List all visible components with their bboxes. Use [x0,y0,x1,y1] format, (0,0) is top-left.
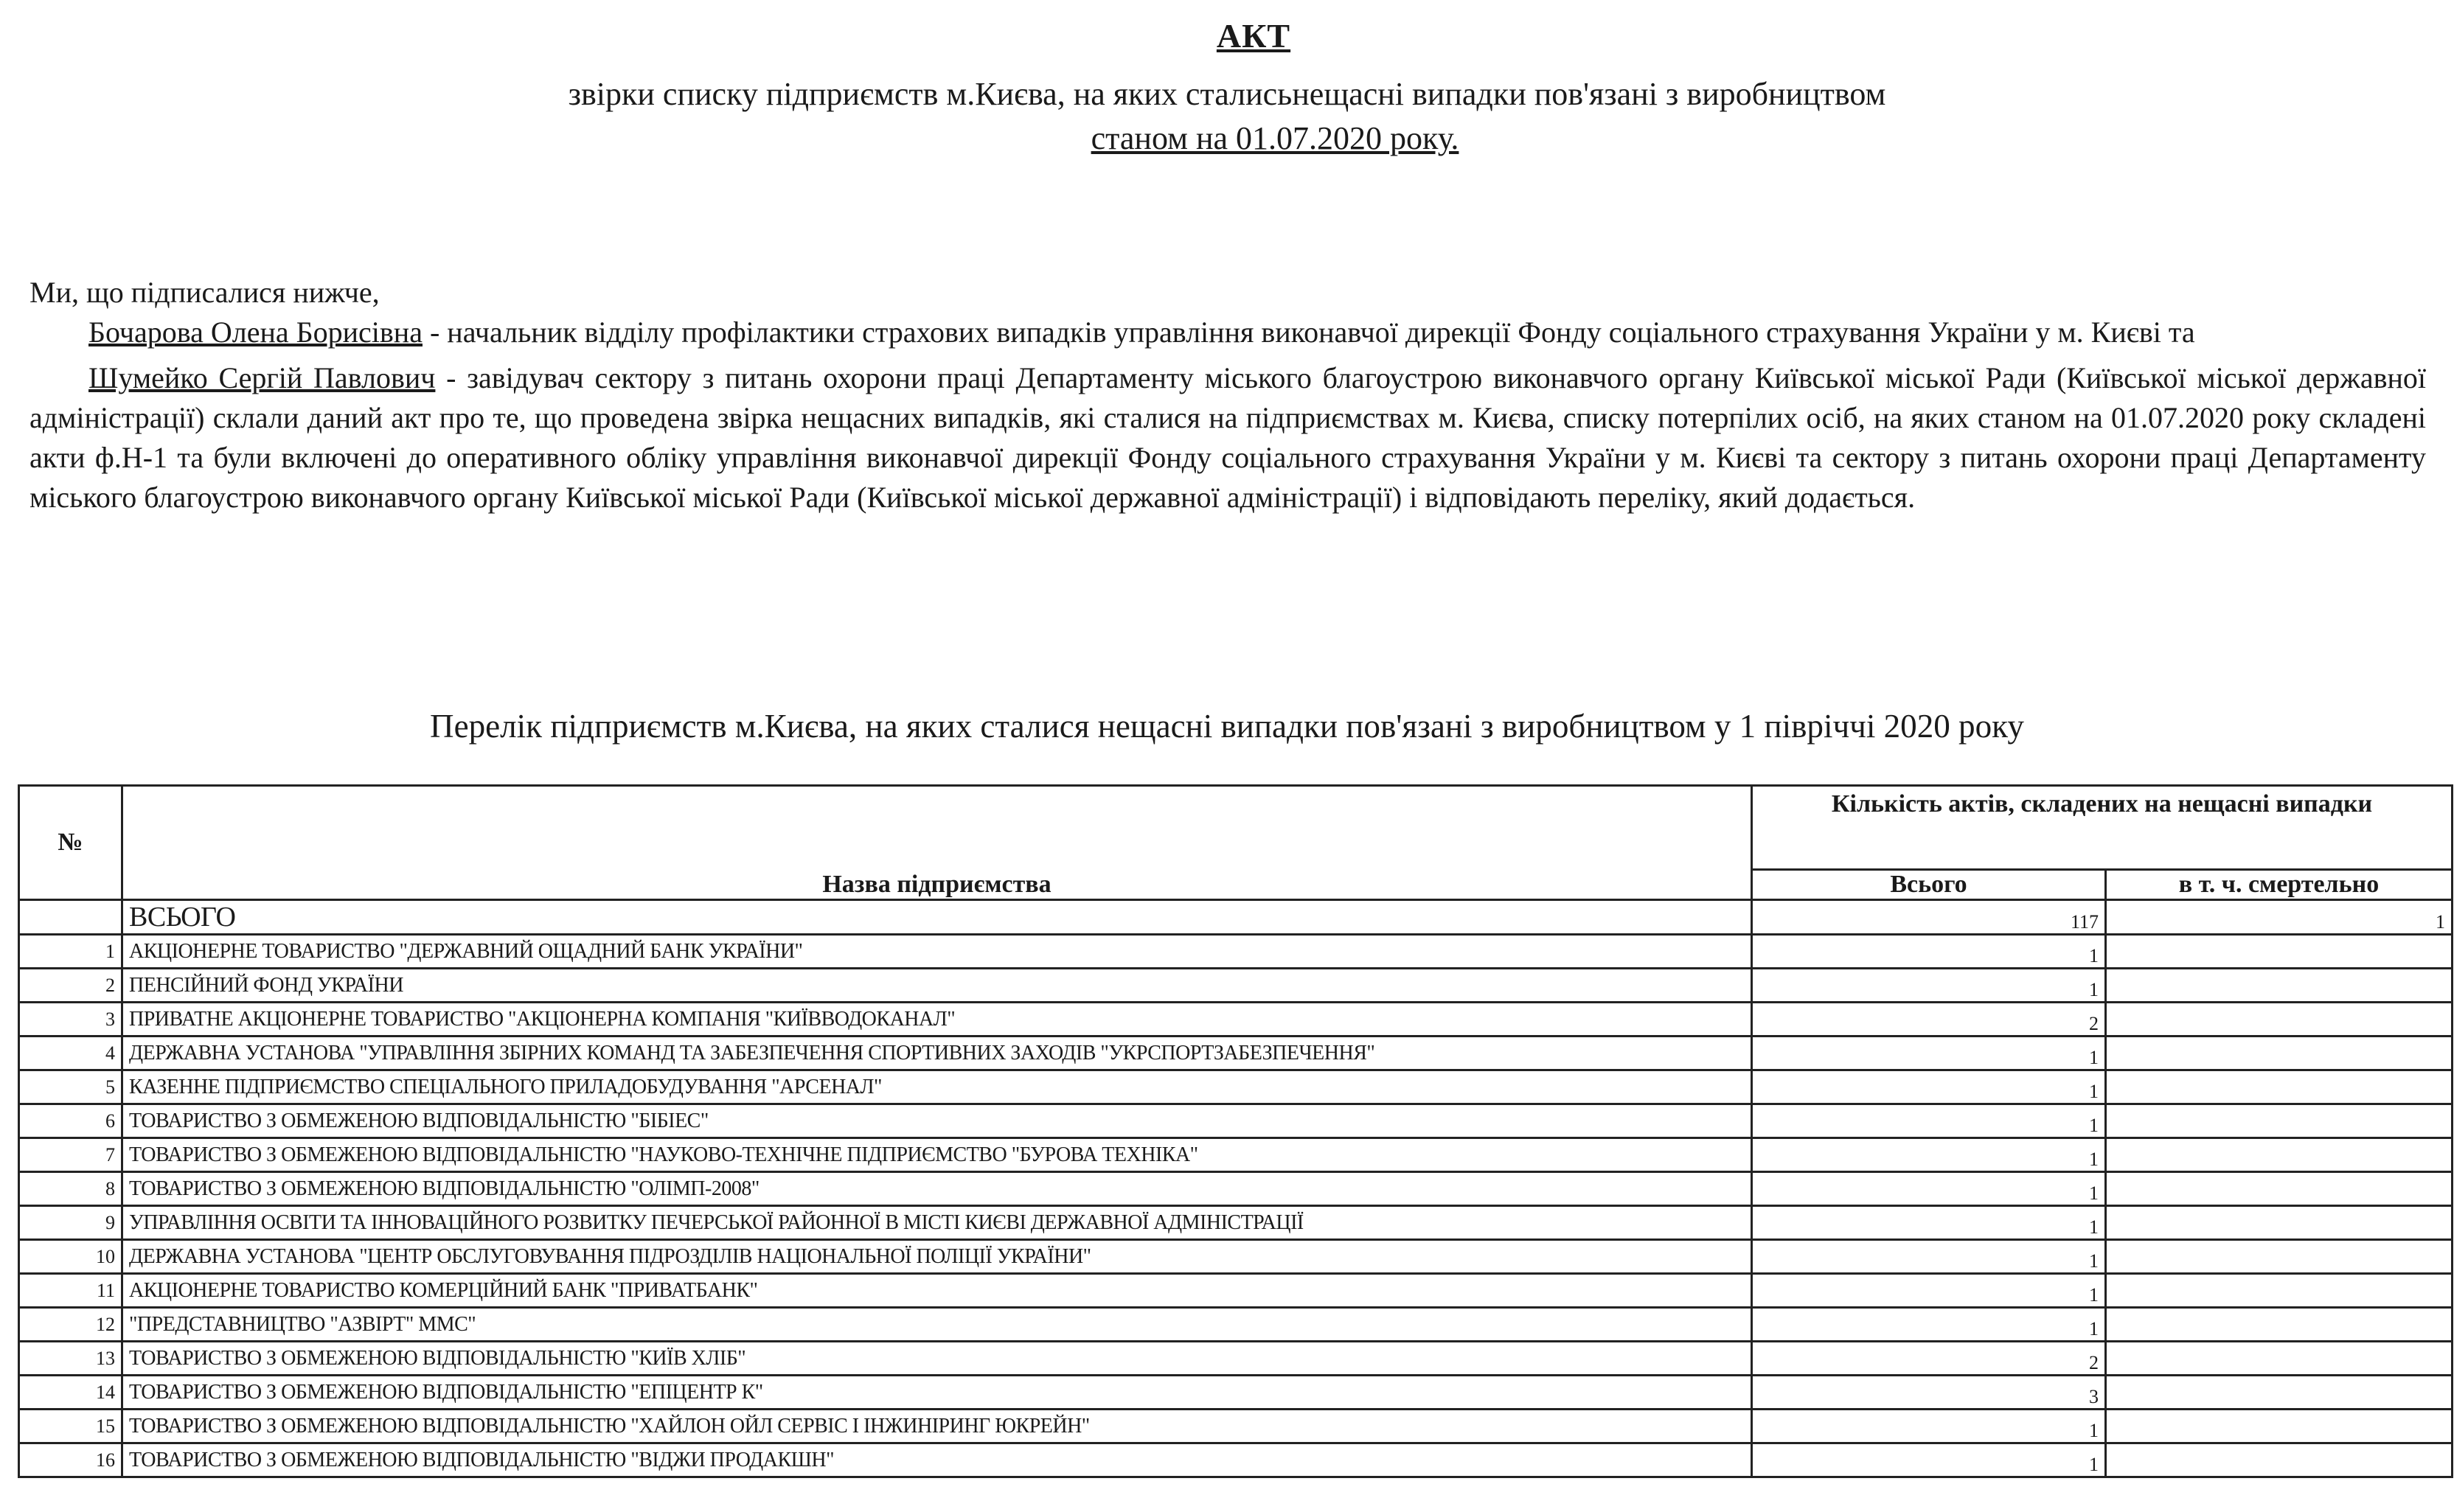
acts-fatal [2106,1037,2453,1070]
enterprise-name: УПРАВЛІННЯ ОСВІТИ ТА ІННОВАЦІЙНОГО РОЗВИТКУ ПЕЧЕРСЬКОЇ РАЙОННОЇ В МІСТІ КИЄВІ ДЕРЖАВНОЇ АДМІНІСТРАЦІЇ [122,1206,1752,1240]
table-row [19,1206,2453,1240]
enterprise-name: ТОВАРИСТВО З ОБМЕЖЕНОЮ ВІДПОВІДАЛЬНІСТЮ "НАУКОВО-ТЕХНІЧНЕ ПІДПРИЄМСТВО "БУРОВА ТЕХНІКА" [122,1138,1752,1172]
row-number: 12 [19,1308,122,1342]
row-number: 16 [19,1443,122,1477]
header-total: Всього [1752,870,2106,900]
acts-total: 1 [1752,1443,2106,1477]
row-number: 14 [19,1376,122,1410]
acts-total: 1 [1752,1274,2106,1308]
row-number: 8 [19,1172,122,1206]
acts-total: 3 [1752,1376,2106,1410]
enterprise-name: ТОВАРИСТВО З ОБМЕЖЕНОЮ ВІДПОВІДАЛЬНІСТЮ "БІБІЕС" [122,1104,1752,1138]
enterprise-name: "ПРЕДСТАВНИЦТВО "АЗВІРТ" ММС" [122,1308,1752,1342]
enterprise-name: ТОВАРИСТВО З ОБМЕЖЕНОЮ ВІДПОВІДАЛЬНІСТЮ "ВІДЖИ ПРОДАКШН" [122,1443,1752,1477]
acts-fatal [2106,1410,2453,1443]
document-subtitle [0,72,2454,161]
table-row [19,1443,2453,1477]
acts-total: 1 [1752,1172,2106,1206]
summary-label: ВСЬОГО [122,900,1752,935]
acts-fatal [2106,1070,2453,1104]
acts-fatal [2106,1172,2453,1206]
row-number: 1 [19,935,122,969]
acts-fatal [2106,1274,2453,1308]
table-row [19,1037,2453,1070]
table-summary-row [19,900,2453,935]
row-number: 3 [19,1003,122,1037]
acts-fatal [2106,1443,2453,1477]
subtitle-text: звірки списку підприємств м.Києва, на яких сталисьнещасні випадки пов'язані з виробництвом [568,76,1886,112]
row-number: 4 [19,1037,122,1070]
acts-fatal [2106,1240,2453,1274]
intro-person-1 [29,313,2426,352]
person-2-name: Шумейко Сергій Павлович [88,361,436,394]
acts-fatal [2106,1104,2453,1138]
enterprise-name: ТОВАРИСТВО З ОБМЕЖЕНОЮ ВІДПОВІДАЛЬНІСТЮ "ОЛІМП-2008" [122,1172,1752,1206]
acts-fatal [2106,1308,2453,1342]
table-row [19,935,2453,969]
row-number: 10 [19,1240,122,1274]
table-row [19,969,2453,1003]
table-row [19,1308,2453,1342]
acts-total: 1 [1752,1138,2106,1172]
table-row [19,1342,2453,1376]
acts-fatal [2106,1003,2453,1037]
row-number: 11 [19,1274,122,1308]
acts-fatal [2106,1342,2453,1376]
intro-text [29,273,2426,518]
accidents-table [18,784,2453,1478]
header-number: № [19,786,122,900]
enterprise-name: ТОВАРИСТВО З ОБМЕЖЕНОЮ ВІДПОВІДАЛЬНІСТЮ "ЕПІЦЕНТР К" [122,1376,1752,1410]
acts-fatal [2106,1138,2453,1172]
enterprise-name: КАЗЕННЕ ПІДПРИЄМСТВО СПЕЦІАЛЬНОГО ПРИЛАДОБУДУВАННЯ "АРСЕНАЛ" [122,1070,1752,1104]
as-of-date: станом на 01.07.2020 року. [1091,120,1459,156]
header-acts-count: Кількість актів, складених на нещасні випадки [1752,786,2453,870]
person-1-role: - начальник відділу профілактики страхових випадків управління виконавчої дирекції Фонду соціального страхування України у м. Києві та [422,316,2195,349]
summary-number [19,900,122,935]
acts-total: 1 [1752,1308,2106,1342]
acts-fatal [2106,935,2453,969]
table-row [19,1070,2453,1104]
table-row [19,1172,2453,1206]
acts-total: 1 [1752,1070,2106,1104]
table-row [19,1410,2453,1443]
enterprise-name: АКЦІОНЕРНЕ ТОВАРИСТВО "ДЕРЖАВНИЙ ОЩАДНИЙ БАНК УКРАЇНИ" [122,935,1752,969]
acts-total: 2 [1752,1003,2106,1037]
intro-person-2 [29,358,2426,518]
enterprise-name: ТОВАРИСТВО З ОБМЕЖЕНОЮ ВІДПОВІДАЛЬНІСТЮ "ХАЙЛОН ОЙЛ СЕРВІС І ІНЖИНІРИНГ ЮКРЕЙН" [122,1410,1752,1443]
row-number: 13 [19,1342,122,1376]
acts-total: 2 [1752,1342,2106,1376]
acts-fatal [2106,1206,2453,1240]
summary-fatal: 1 [2106,900,2453,935]
table-row [19,1138,2453,1172]
acts-fatal [2106,969,2453,1003]
person-2-role: - завідувач сектору з питань охорони праці Департаменту міського благоустрою виконавчого органу Київської міської Ради (Київської міської державної адміністрації) склали даний акт про те, що проведена звірка нещасних випадків, які сталися на підприємствах м. Києва, списку потерпілих осіб, на яких станом на 01.07.2020 року складені акти ф.Н-1 та були включені до оперативного обліку управління виконавчої дирекції Фонду соціального страхування України у м. Києві та сектору з питань охорони праці Департаменту міського благоустрою виконавчого органу Київської міської Ради (Київської міської державної адміністрації) і відповідають переліку, який додається. [29,361,2427,514]
acts-total: 1 [1752,1410,2106,1443]
row-number: 5 [19,1070,122,1104]
intro-opening: Ми, що підписалися нижче, [29,276,380,309]
document-title: АКТ [1216,17,1291,55]
enterprise-name: ДЕРЖАВНА УСТАНОВА "УПРАВЛІННЯ ЗБІРНИХ КОМАНД ТА ЗАБЕЗПЕЧЕННЯ СПОРТИВНИХ ЗАХОДІВ "УКРСПОРТЗАБЕЗПЕЧЕННЯ" [122,1037,1752,1070]
acts-fatal [2106,1376,2453,1410]
row-number: 9 [19,1206,122,1240]
table-row [19,1104,2453,1138]
table-row [19,1274,2453,1308]
enterprise-name: ПРИВАТНЕ АКЦІОНЕРНЕ ТОВАРИСТВО "АКЦІОНЕРНА КОМПАНІЯ "КИЇВВОДОКАНАЛ" [122,1003,1752,1037]
enterprise-name: ТОВАРИСТВО З ОБМЕЖЕНОЮ ВІДПОВІДАЛЬНІСТЮ "КИЇВ ХЛІБ" [122,1342,1752,1376]
row-number: 15 [19,1410,122,1443]
table-row [19,1240,2453,1274]
acts-total: 1 [1752,1240,2106,1274]
acts-total: 1 [1752,1206,2106,1240]
enterprise-name: ДЕРЖАВНА УСТАНОВА "ЦЕНТР ОБСЛУГОВУВАННЯ ПІДРОЗДІЛІВ НАЦІОНАЛЬНОЇ ПОЛІЦІЇ УКРАЇНИ" [122,1240,1752,1274]
row-number: 2 [19,969,122,1003]
row-number: 7 [19,1138,122,1172]
header-fatal: в т. ч. смертельно [2106,870,2453,900]
acts-total: 1 [1752,1037,2106,1070]
acts-total: 1 [1752,1104,2106,1138]
table-row [19,1376,2453,1410]
table-row [19,1003,2453,1037]
list-title: Перелік підприємств м.Києва, на яких сталися нещасні випадки пов'язані з виробництвом у 1 півріччі 2020 року [430,707,2024,745]
header-enterprise-name: Назва підприємства [122,786,1752,900]
enterprise-name: ПЕНСІЙНИЙ ФОНД УКРАЇНИ [122,969,1752,1003]
acts-total: 1 [1752,969,2106,1003]
enterprise-name: АКЦІОНЕРНЕ ТОВАРИСТВО КОМЕРЦІЙНИЙ БАНК "ПРИВАТБАНК" [122,1274,1752,1308]
summary-total: 117 [1752,900,2106,935]
table-header-row [19,786,2453,870]
row-number: 6 [19,1104,122,1138]
person-1-name: Бочарова Олена Борисівна [88,316,423,349]
acts-total: 1 [1752,935,2106,969]
